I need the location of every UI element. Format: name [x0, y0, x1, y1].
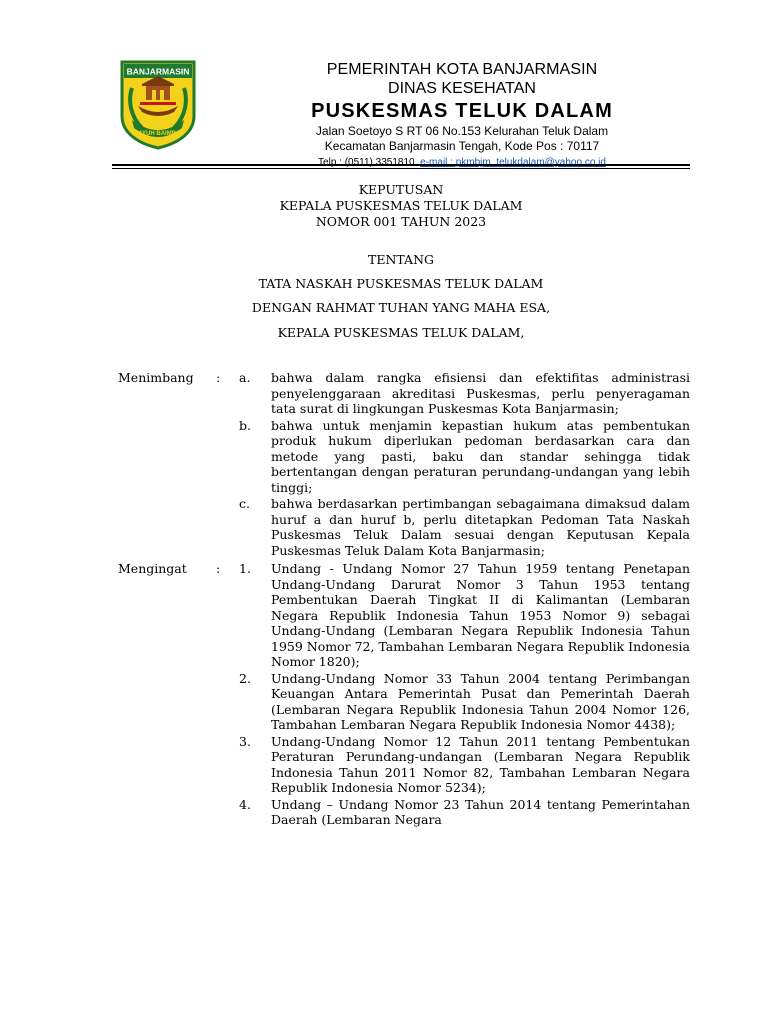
menimbang-item-number: a. [239, 370, 251, 385]
mengingat-item [239, 797, 690, 828]
authority-line: KEPALA PUSKESMAS TELUK DALAM, [277, 325, 525, 340]
letterhead [262, 60, 662, 171]
menimbang-item-number: c. [239, 496, 250, 511]
mengingat-item-text: Undang-Undang Nomor 12 Tahun 2011 tentang Pembentukan Peraturan Perundang-undangan (Lembaran Negara Republik Indonesia Tahun 2011 Nomor 82, Tambahan Lembaran Negara Republik Indonesia Nomor 5234); [271, 733, 690, 795]
menimbang-item-number: b. [239, 417, 251, 433]
department-name: DINAS KESEHATAN [388, 80, 536, 97]
menimbang-item-text: bahwa berdasarkan pertimbangan sebagaimana dimaksud dalam huruf a dan huruf b, perlu ditetapkan Pedoman Tata Naskah Puskesmas Teluk Dalam sesuai dengan Keputusan Kepala Puskesmas Teluk Dalam Kota Banjarmasin; [271, 496, 690, 558]
decree-number: NOMOR 001 TAHUN 2023 [315, 214, 487, 229]
decree-subject: TATA NASKAH PUSKESMAS TELUK DALAM [258, 276, 544, 291]
mengingat-item-text: Undang-Undang Nomor 33 Tahun 2004 tentang Perimbangan Keuangan Antara Pemerintah Pusat dan Pemerintah Daerah (Lembaran Negara Republik Indonesia Tahun 2004 Nomor 126, Tambahan Lembaran Negara Republik Indonesia Nomor 4438); [271, 670, 690, 732]
menimbang-colon: : [216, 370, 221, 385]
decree-heading: KEPUTUSAN [358, 182, 444, 197]
mengingat-item-text: Undang - Undang Nomor 27 Tahun 1959 tentang Penetapan Undang-Undang Darurat Nomor 3 Tahun 1953 tentang Pembentukan Daerah Tingkat II di Kalimantan (Lembaran Negara Republik Indonesia Tahun 1953 Nomor 9) sebagai Undang-Undang (Lembaran Negara Republik Indonesia Tahun 1959 Nomor 72, Tambahan Lembaran Negara Republik Indonesia Nomor 1820); [271, 561, 690, 669]
menimbang-section [118, 370, 690, 558]
government-name: PEMERINTAH KOTA BANJARMASIN [326, 61, 598, 78]
mengingat-items [239, 561, 690, 828]
email-link[interactable]: e-mail : pkmbjm_telukdalam@yahoo.co.id [420, 157, 606, 168]
mengingat-item [239, 734, 690, 796]
mengingat-item-text: Undang – Undang Nomor 23 Tahun 2014 tentang Pemerintahan Daerah (Lembaran Negara [271, 796, 690, 827]
mengingat-colon: : [216, 561, 221, 576]
mengingat-item-number: 1. [239, 561, 251, 576]
address-line-2: Kecamatan Banjarmasin Tengah, Kode Pos : 70117 [324, 139, 600, 153]
mengingat-section [118, 561, 690, 828]
letterhead-thin-rule [112, 168, 690, 169]
address-line-1: Jalan Soetoyo S RT 06 No.153 Kelurahan Teluk Dalam [315, 124, 609, 138]
mengingat-item [239, 561, 690, 670]
mengingat-label: Mengingat [118, 561, 187, 576]
mengingat-item-number: 2. [239, 670, 251, 686]
decree-body [118, 370, 690, 831]
mengingat-item-number: 3. [239, 733, 251, 749]
menimbang-item [239, 418, 690, 496]
menimbang-item-text: bahwa dalam rangka efisiensi dan efektifitas administrasi penyelenggaraan akreditasi Puskesmas, perlu penyeragaman tata surat di lingkungan Puskesmas Kota Banjarmasin; [271, 370, 690, 416]
about-label: TENTANG [367, 252, 434, 267]
menimbang-item [239, 370, 690, 417]
decree-issuer: KEPALA PUSKESMAS TELUK DALAM [279, 198, 523, 213]
mengingat-item [239, 671, 690, 733]
invocation: DENGAN RAHMAT TUHAN YANG MAHA ESA, [251, 300, 551, 315]
menimbang-label: Menimbang [118, 370, 194, 385]
letterhead-thick-rule [112, 164, 690, 166]
menimbang-item-text: bahwa untuk menjamin kepastian hukum atas pembentukan produk hukum diperlukan pedoman berdasarkan cara dan metode yang pasti, baku dan standar sehingga tidak bertentangan dengan peraturan perundang-undangan yang lebih tinggi; [271, 417, 690, 495]
menimbang-item [239, 496, 690, 558]
menimbang-items [239, 370, 690, 558]
city-emblem-logo [118, 58, 198, 150]
institution-name: PUSKESMAS TELUK DALAM [311, 100, 613, 122]
svg-text:KAYUH BAIMBAI: KAYUH BAIMBAI [133, 131, 183, 137]
svg-text:BANJARMASIN: BANJARMASIN [126, 66, 190, 77]
mengingat-item-number: 4. [239, 796, 251, 812]
phone-number: Telp : (0511) 3351810, [318, 157, 418, 168]
